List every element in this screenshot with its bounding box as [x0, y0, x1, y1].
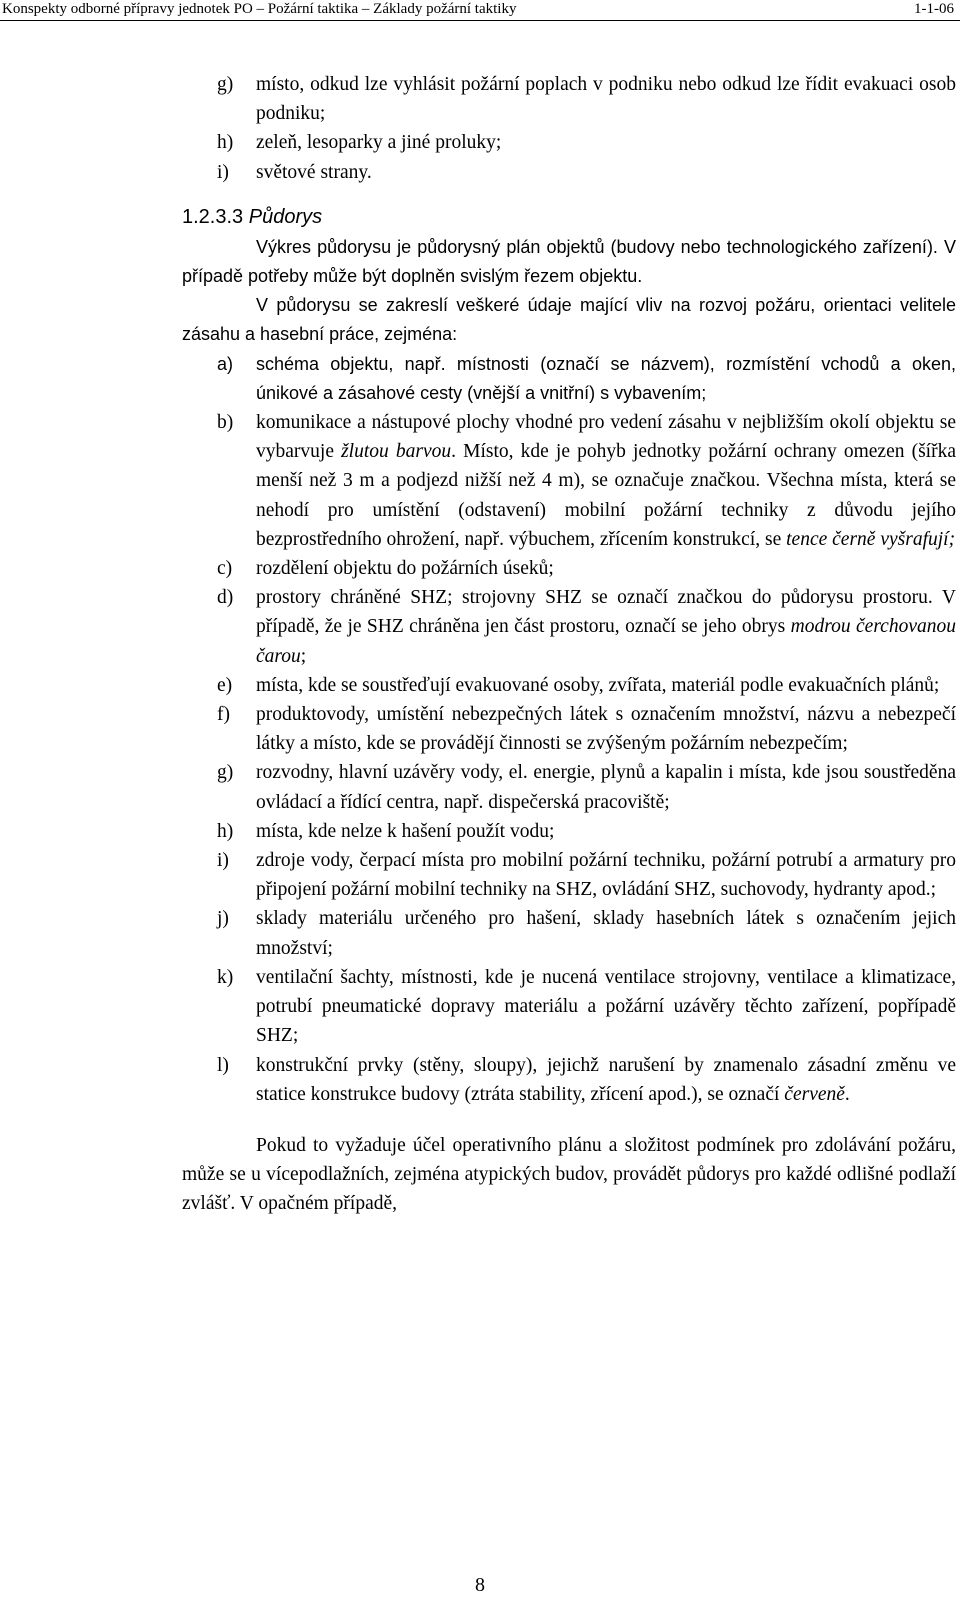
list-text: zeleň, lesoparky a jiné proluky;: [256, 132, 502, 154]
list-text: místa, kde nelze k hašení použít vodu;: [256, 820, 555, 842]
list-item-c: [182, 554, 956, 583]
list-text: . Místo, kde je pohyb jednotky požární ochrany omezen (šířka menší než 3 m a podjezd nižší než 4 m), se označuje značkou. Všechna místa, která se nehodí pro umístění (odstavení) mobilní požární techniky z důvodu jejího bezprostředního ohrožení, např. výbuchem, zřícením konstrukcí, se: [256, 441, 956, 550]
section-heading: [182, 201, 956, 233]
list-text: místa, kde se soustřeďují evakuované osoby, zvířata, materiál podle evakuačních plánů;: [256, 674, 940, 696]
intro-paragraph-2: V půdorysu se zakreslí veškeré údaje mající vliv na rozvoj požáru, orientaci velitele zásahu a hasební práce, zejména:: [182, 295, 956, 345]
list-marker: i): [217, 850, 229, 872]
list-marker: a): [217, 353, 234, 374]
list-item-d: [182, 583, 956, 671]
intro-paragraph-1: Výkres půdorysu je půdorysný plán objektů (budovy nebo technologického zařízení). V případě potřeby může být doplněn svislým řezem objektu.: [182, 236, 956, 287]
list-marker: g): [217, 762, 234, 784]
list-item-j: [182, 904, 956, 962]
closing-paragraph: Pokud to vyžaduje účel operativního plánu a složitost podmínek pro zdolávání požáru, může se u vícepodlažních, zejména atypických budov, provádět půdorys pro každé odlišné podlaží zvlášť. V opačném případě,: [182, 1134, 956, 1215]
list-marker: k): [217, 966, 234, 988]
list-text: komunikace a nástupové plochy vhodné pro vedení zásahu v nejbližším okolí objektu se vybarvuje: [256, 412, 956, 463]
list-marker: h): [217, 820, 234, 842]
page-number: 8: [475, 1574, 485, 1596]
list-marker: l): [217, 1054, 229, 1076]
list-text: sklady materiálu určeného pro hašení, sklady hasebních látek s označením jejich množství;: [256, 908, 956, 959]
list-item: [182, 128, 956, 157]
paragraph-gap: [182, 1109, 956, 1131]
list-item-a: [182, 350, 956, 408]
list-text-italic: modrou čerchovanou čarou: [256, 616, 956, 667]
list-text: produktovody, umístění nebezpečných látek s označením množství, názvu a nebezpečí látky a místo, kde se provádějí činnosti se zvýšeným požárním nebezpečím;: [256, 704, 956, 755]
list-text: prostory chráněné SHZ; strojovny SHZ se označí značkou do půdorysu prostoru. V případě, že je SHZ chráněna jen část prostoru, označí se jeho obrys: [256, 587, 956, 638]
list-text-italic: červeně: [784, 1083, 845, 1105]
list-text: rozdělení objektu do požárních úseků;: [256, 558, 554, 580]
list-marker: i): [217, 161, 229, 183]
list-marker: c): [217, 558, 233, 580]
list-text: zdroje vody, čerpací místa pro mobilní požární techniku, požární potrubí a armatury pro připojení požární mobilní techniky na SHZ, ovládání SHZ, suchovody, hydranty apod.;: [256, 850, 956, 901]
page-header: [0, 0, 960, 21]
list-text: ;: [300, 645, 307, 667]
list-item-k: [182, 963, 956, 1051]
list-text: ventilační šachty, místnosti, kde je nucená ventilace strojovny, ventilace a klimatizace, potrubí pneumatické dopravy materiálu a požární uzávěry těchto zařízení, popřípadě SHZ;: [256, 966, 956, 1047]
list-text: .: [844, 1083, 850, 1105]
list-text: rozvodny, hlavní uzávěry vody, el. energie, plynů a kapalin i místa, kde jsou soustředěna ovládací a řídící centra, např. dispečerská pracoviště;: [256, 762, 956, 813]
list-marker: h): [217, 132, 234, 154]
list-marker: f): [217, 704, 230, 726]
header-title: Konspekty odborné přípravy jednotek PO – Požární taktika – Základy požární taktiky: [2, 1, 517, 17]
list-item: [182, 70, 956, 128]
list-item-l: [182, 1051, 956, 1109]
list-item-h: [182, 817, 956, 846]
section-title: Půdorys: [248, 205, 323, 228]
section-number: 1.2.3.3: [182, 205, 244, 228]
continued-list: [182, 70, 956, 187]
list-item-g: [182, 758, 956, 816]
content-list: [182, 350, 956, 1109]
list-item-i: [182, 846, 956, 904]
list-text-italic: žlutou barvou: [341, 441, 452, 463]
list-text: konstrukční prvky (stěny, sloupy), jejichž narušení by znamenalo zásadní změnu ve statice konstrukce budovy (ztráta stability, zřícení apod.), se označí: [256, 1054, 956, 1105]
header-code: 1-1-06: [914, 1, 954, 17]
list-text-italic: tence černě vyšrafují;: [786, 528, 956, 550]
list-marker: e): [217, 674, 233, 696]
list-marker: j): [217, 908, 229, 930]
list-item-e: [182, 671, 956, 700]
list-item: [182, 158, 956, 187]
list-item-f: [182, 700, 956, 758]
page-content: [182, 70, 956, 1219]
list-text: místo, odkud lze vyhlásit požární poplach v podniku nebo odkud lze řídit evakuaci osob podniku;: [256, 74, 956, 125]
list-text: schéma objektu, např. místnosti (označí se názvem), rozmístění vchodů a oken, únikové a zásahové cesty (vnější a vnitřní) s vybavením;: [256, 353, 956, 403]
list-marker: g): [217, 74, 234, 95]
list-text: světové strany.: [256, 161, 372, 183]
list-marker: d): [217, 587, 234, 609]
list-item-b: [182, 408, 956, 554]
list-marker: b): [217, 412, 234, 434]
